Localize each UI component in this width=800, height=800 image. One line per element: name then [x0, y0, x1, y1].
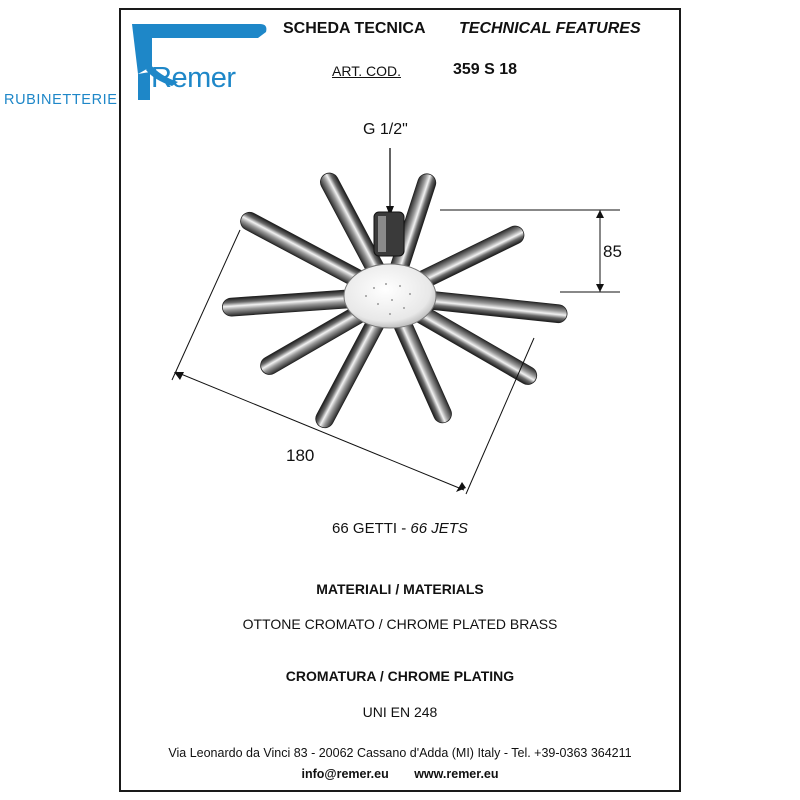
footer-email[interactable]: info@remer.eu [301, 767, 389, 781]
logo-wordmark: Remer [151, 62, 236, 94]
jets-count [120, 520, 680, 537]
jets-english: 66 JETS [410, 520, 468, 537]
article-code-value: 359 S 18 [453, 61, 518, 78]
width-dimension: 180 [286, 446, 315, 465]
footer-website[interactable]: www.remer.eu [414, 767, 499, 781]
materials-value: OTTONE CROMATO / CHROME PLATED BRASS [242, 616, 558, 632]
plating-heading: CROMATURA / CHROME PLATING [285, 668, 515, 684]
logo-subtitle: RUBINETTERIE [4, 92, 118, 108]
connection-label: G 1/2" [363, 121, 408, 138]
materials-heading: MATERIALI / MATERIALS [316, 581, 484, 597]
footer-address: Via Leonardo da Vinci 83 - 20062 Cassano d'Adda (MI) Italy - Tel. +39-0363 364211 [168, 746, 632, 760]
plating-value: UNI EN 248 [362, 704, 438, 720]
footer-contacts [120, 767, 680, 781]
jets-italian: 66 GETTI - [332, 520, 407, 537]
shower-head-drawing [160, 118, 640, 508]
article-code-label: ART. COD. [332, 63, 401, 79]
remer-logo [128, 16, 270, 112]
title-english: TECHNICAL FEATURES [459, 20, 641, 37]
title-italian: SCHEDA TECNICA [283, 20, 426, 37]
height-dimension: 85 [603, 242, 622, 261]
